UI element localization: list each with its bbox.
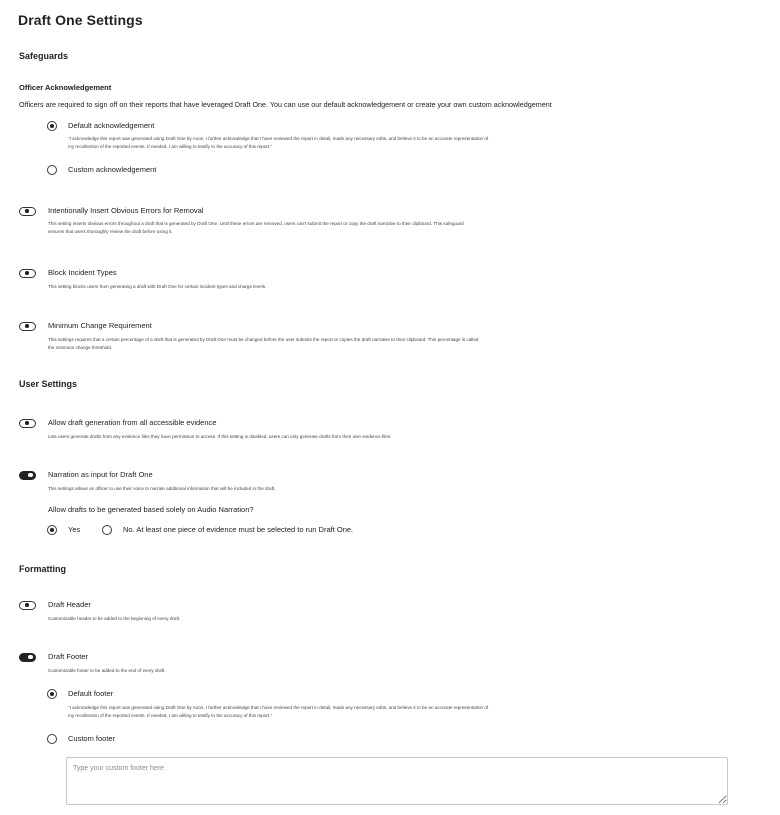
default-footer-text-line-1: "I acknowledge this report was generated using Draft One by Axon. I further acknowledge that I have reviewed the report in detail, made any necessary edits, and believe it to be an accurate representation of <box>68 705 489 710</box>
default-ack-label[interactable]: Default acknowledgement <box>68 121 155 130</box>
block-incident-toggle[interactable] <box>19 269 36 278</box>
page-title: Draft One Settings <box>18 12 143 28</box>
insert-errors-desc-line-2: ensures that users thoroughly review the draft before using it. <box>48 229 173 234</box>
officer-ack-title: Officer Acknowledgement <box>19 83 112 92</box>
default-footer-radio[interactable] <box>47 689 57 699</box>
narration-no-label[interactable]: No. At least one piece of evidence must be selected to run Draft One. <box>123 525 354 534</box>
narration-yes-radio[interactable] <box>47 525 57 535</box>
all-evidence-label: Allow draft generation from all accessible evidence <box>48 418 217 427</box>
narration-label: Narration as input for Draft One <box>48 470 153 479</box>
custom-ack-radio[interactable] <box>47 165 57 175</box>
user-settings-heading: User Settings <box>19 379 78 389</box>
all-evidence-desc: Lets users generate drafts from any evidence files they have permission to access. If this setting is disabled, users can only generate drafts from their own evidence files. <box>48 434 392 439</box>
default-footer-label[interactable]: Default footer <box>68 689 114 698</box>
insert-errors-toggle[interactable] <box>19 207 36 216</box>
narration-toggle[interactable] <box>19 471 36 480</box>
narration-no-radio[interactable] <box>102 525 112 535</box>
narration-question: Allow drafts to be generated based solely on Audio Narration? <box>48 505 254 514</box>
default-ack-radio[interactable] <box>47 121 57 131</box>
safeguards-heading: Safeguards <box>19 51 69 61</box>
custom-ack-label[interactable]: Custom acknowledgement <box>68 165 157 174</box>
custom-footer-input[interactable] <box>66 757 728 805</box>
min-change-desc-line-2: the minimum change threshold. <box>48 345 113 350</box>
insert-errors-label: Intentionally Insert Obvious Errors for Removal <box>48 206 204 215</box>
block-incident-desc: This setting blocks users from generating a draft with Draft One for certain incident types and charge levels. <box>48 284 267 289</box>
custom-footer-label[interactable]: Custom footer <box>68 734 116 743</box>
all-evidence-toggle[interactable] <box>19 419 36 428</box>
formatting-heading: Formatting <box>19 564 66 574</box>
narration-desc: This settings allows an officer to use their voice to narrate additional information that will be included in the draft. <box>48 486 276 491</box>
block-incident-label: Block Incident Types <box>48 268 117 277</box>
min-change-label: Minimum Change Requirement <box>48 321 152 330</box>
min-change-desc-line-1: This settings requires that a certain percentage of a draft that is generated by Draft One must be changed before the user submits the report or copies the draft narrative to their clipboard. This percentage is called <box>48 337 479 342</box>
draft-header-toggle[interactable] <box>19 601 36 610</box>
officer-ack-description: Officers are required to sign off on their reports that have leveraged Draft One. You can use our default acknowledgement or create your own custom acknowledgement <box>19 100 552 109</box>
insert-errors-desc-line-1: This setting inserts obvious errors throughout a draft that is generated by Draft One. Until these errors are removed, users can't submit the report or copy the draft narrative to their clipboard. This safeguard <box>48 221 464 226</box>
narration-yes-label[interactable]: Yes <box>68 525 81 534</box>
draft-header-label: Draft Header <box>48 600 91 609</box>
draft-footer-label: Draft Footer <box>48 652 89 661</box>
default-ack-text-line-2: my recollection of the reported events. If needed, I am willing to testify to the accuracy of this report." <box>68 144 273 149</box>
draft-header-desc: Customizable header to be added to the beginning of every draft. <box>48 616 181 621</box>
default-ack-text-line-1: "I acknowledge this report was generated using Draft One by Axon. I further acknowledge that I have reviewed the report in detail, made any necessary edits, and believe it to be an accurate representation of <box>68 136 489 141</box>
custom-footer-radio[interactable] <box>47 734 57 744</box>
default-footer-text-line-2: my recollection of the reported events. If needed, I am willing to testify to the accuracy of this report." <box>68 713 273 718</box>
min-change-toggle[interactable] <box>19 322 36 331</box>
draft-footer-toggle[interactable] <box>19 653 36 662</box>
draft-footer-desc: Customizable footer to be added to the end of every draft. <box>48 668 166 673</box>
